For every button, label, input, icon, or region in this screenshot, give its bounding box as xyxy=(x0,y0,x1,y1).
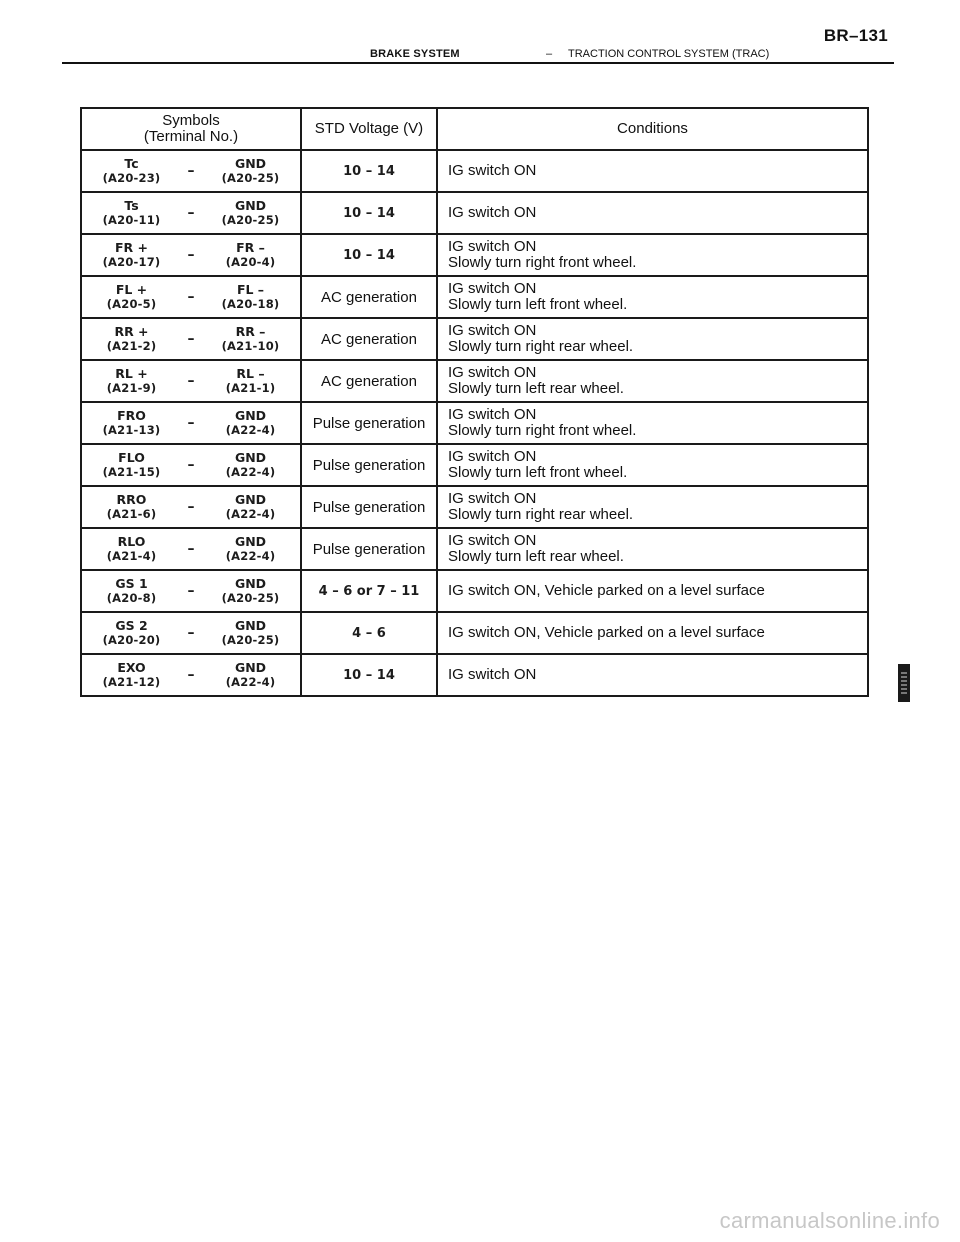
positive-terminal xyxy=(82,534,181,564)
terminal-pair xyxy=(82,576,300,606)
terminal-symbols-cell xyxy=(81,402,301,444)
terminal-symbol: FLO xyxy=(118,450,145,465)
conditions-column-header: Conditions xyxy=(437,108,868,150)
terminal-symbol: GND xyxy=(234,198,267,213)
dash-separator: – xyxy=(187,666,195,683)
dash-separator: – xyxy=(187,204,195,221)
table-row xyxy=(81,444,868,486)
terminal-pair xyxy=(82,324,300,354)
dash-separator: – xyxy=(187,582,195,599)
terminal-pair xyxy=(82,618,300,648)
positive-terminal xyxy=(82,450,181,480)
table-row xyxy=(81,612,868,654)
condition-line: IG switch ON xyxy=(448,490,537,507)
negative-terminal xyxy=(201,660,300,690)
condition-line: IG switch ON, Vehicle parked on a level surface xyxy=(448,582,765,599)
section-title: BRAKE SYSTEM xyxy=(370,48,460,60)
terminal-symbol: GND xyxy=(234,576,267,591)
table-row xyxy=(81,192,868,234)
terminal-symbol: FR + xyxy=(115,240,148,255)
condition-line: IG switch ON xyxy=(448,448,537,465)
symbols-column-header xyxy=(81,108,301,150)
table-row xyxy=(81,276,868,318)
terminal-symbols-cell xyxy=(81,444,301,486)
dash-separator: – xyxy=(187,456,195,473)
negative-terminal xyxy=(201,366,300,396)
negative-terminal xyxy=(201,198,300,228)
terminal-symbol: FL + xyxy=(115,282,148,297)
terminal-number: (A20-11) xyxy=(102,213,161,227)
terminal-symbol: EXO xyxy=(117,660,146,675)
table-row xyxy=(81,570,868,612)
terminal-number: (A22-4) xyxy=(225,549,276,563)
positive-terminal xyxy=(82,660,181,690)
terminal-symbol: RRO xyxy=(116,492,147,507)
dash-separator: – xyxy=(187,372,195,389)
positive-terminal xyxy=(82,366,181,396)
terminal-symbols-cell xyxy=(81,192,301,234)
terminal-number: (A20-25) xyxy=(221,633,280,647)
terminal-pair xyxy=(82,660,300,690)
terminal-symbol: GND xyxy=(234,534,267,549)
std-voltage-cell: AC generation xyxy=(301,276,437,318)
terminal-symbols-cell xyxy=(81,150,301,192)
table-row xyxy=(81,234,868,276)
terminal-symbol: RR + xyxy=(114,324,149,339)
terminal-number: (A21-4) xyxy=(106,549,157,563)
terminal-number: (A21-12) xyxy=(102,675,161,689)
terminal-symbols-cell xyxy=(81,234,301,276)
std-voltage-cell: Pulse generation xyxy=(301,402,437,444)
terminal-pair xyxy=(82,534,300,564)
conditions-cell xyxy=(437,150,868,192)
conditions-cell xyxy=(437,570,868,612)
std-voltage-cell: Pulse generation xyxy=(301,444,437,486)
conditions-cell xyxy=(437,276,868,318)
topic-title: TRACTION CONTROL SYSTEM (TRAC) xyxy=(568,48,770,60)
dash-separator: – xyxy=(187,288,195,305)
std-voltage-cell: 4 – 6 xyxy=(301,612,437,654)
condition-line: Slowly turn left front wheel. xyxy=(448,464,628,481)
terminal-number: (A21-10) xyxy=(221,339,280,353)
table-header-row xyxy=(81,108,868,150)
conditions-cell xyxy=(437,318,868,360)
positive-terminal xyxy=(82,408,181,438)
condition-line: Slowly turn left front wheel. xyxy=(448,296,628,313)
header-separator: – xyxy=(546,48,553,60)
terminal-pair xyxy=(82,198,300,228)
table-row xyxy=(81,150,868,192)
terminal-symbol: Tc xyxy=(124,156,139,171)
condition-line: Slowly turn right front wheel. xyxy=(448,254,637,271)
terminal-symbol: FR – xyxy=(236,240,265,255)
terminal-number: (A21-2) xyxy=(106,339,157,353)
terminal-symbol: FRO xyxy=(117,408,146,423)
page-number: BR–131 xyxy=(823,26,888,45)
dash-separator: – xyxy=(187,624,195,641)
condition-line: IG switch ON xyxy=(448,238,537,255)
terminal-pair xyxy=(82,240,300,270)
positive-terminal xyxy=(82,576,181,606)
negative-terminal xyxy=(201,534,300,564)
table-row xyxy=(81,402,868,444)
conditions-cell xyxy=(437,402,868,444)
terminal-symbols-cell xyxy=(81,360,301,402)
page-header xyxy=(62,22,894,64)
terminal-symbol: RR – xyxy=(235,324,266,339)
condition-line: IG switch ON xyxy=(448,204,537,221)
terminal-symbols-cell xyxy=(81,276,301,318)
positive-terminal xyxy=(82,618,181,648)
positive-terminal xyxy=(82,492,181,522)
dash-separator: – xyxy=(187,540,195,557)
terminal-number: (A20-20) xyxy=(102,633,161,647)
conditions-cell xyxy=(437,486,868,528)
std-voltage-cell: 10 – 14 xyxy=(301,654,437,696)
std-voltage-cell: 4 – 6 or 7 – 11 xyxy=(301,570,437,612)
condition-line: IG switch ON xyxy=(448,322,537,339)
std-voltage-cell: AC generation xyxy=(301,360,437,402)
negative-terminal xyxy=(201,156,300,186)
terminal-pair xyxy=(82,366,300,396)
terminal-symbols-cell xyxy=(81,528,301,570)
condition-line: Slowly turn right rear wheel. xyxy=(448,338,634,355)
terminal-number: (A20-25) xyxy=(221,591,280,605)
condition-line: IG switch ON xyxy=(448,280,537,297)
terminal-pair xyxy=(82,282,300,312)
terminal-symbols-cell xyxy=(81,486,301,528)
terminal-number: (A20-25) xyxy=(221,171,280,185)
condition-line: IG switch ON xyxy=(448,666,537,683)
negative-terminal xyxy=(201,576,300,606)
terminal-number: (A21-1) xyxy=(225,381,276,395)
negative-terminal xyxy=(201,618,300,648)
conditions-cell xyxy=(437,612,868,654)
terminal-symbol: FL – xyxy=(236,282,265,297)
terminal-number: (A20-25) xyxy=(221,213,280,227)
terminal-pair xyxy=(82,492,300,522)
negative-terminal xyxy=(201,282,300,312)
terminal-symbol: Ts xyxy=(124,198,139,213)
negative-terminal xyxy=(201,408,300,438)
std-voltage-cell: Pulse generation xyxy=(301,486,437,528)
terminal-number: (A22-4) xyxy=(225,675,276,689)
terminal-number: (A20-8) xyxy=(106,591,157,605)
voltage-column-header: STD Voltage (V) xyxy=(301,108,437,150)
std-voltage-cell: 10 – 14 xyxy=(301,150,437,192)
table-row xyxy=(81,360,868,402)
terminal-pair xyxy=(82,450,300,480)
condition-line: IG switch ON xyxy=(448,532,537,549)
terminal-number: (A21-9) xyxy=(106,381,157,395)
terminal-symbol: RLO xyxy=(117,534,146,549)
conditions-cell xyxy=(437,360,868,402)
table-row xyxy=(81,654,868,696)
std-voltage-cell: AC generation xyxy=(301,318,437,360)
terminal-symbol: GND xyxy=(234,156,267,171)
positive-terminal xyxy=(82,282,181,312)
terminal-symbols-cell xyxy=(81,612,301,654)
condition-line: IG switch ON xyxy=(448,364,537,381)
terminal-symbol: GS 1 xyxy=(115,576,148,591)
dash-separator: – xyxy=(187,162,195,179)
terminal-number: (A21-13) xyxy=(102,423,161,437)
positive-terminal xyxy=(82,324,181,354)
symbols-header-line1: Symbols xyxy=(162,112,220,129)
negative-terminal xyxy=(201,324,300,354)
table-row xyxy=(81,486,868,528)
dash-separator: – xyxy=(187,330,195,347)
terminal-number: (A20-17) xyxy=(102,255,161,269)
terminal-number: (A20-23) xyxy=(102,171,161,185)
terminal-symbol: GND xyxy=(234,450,267,465)
std-voltage-cell: 10 – 14 xyxy=(301,192,437,234)
terminal-number: (A21-15) xyxy=(102,465,161,479)
terminal-symbol: RL + xyxy=(115,366,148,381)
table-row xyxy=(81,318,868,360)
positive-terminal xyxy=(82,156,181,186)
terminal-symbol: GND xyxy=(234,408,267,423)
positive-terminal xyxy=(82,198,181,228)
terminal-number: (A20-4) xyxy=(225,255,276,269)
conditions-cell xyxy=(437,192,868,234)
terminal-symbol: GS 2 xyxy=(115,618,148,633)
conditions-cell xyxy=(437,234,868,276)
terminal-number: (A22-4) xyxy=(225,507,276,521)
terminal-symbol: GND xyxy=(234,492,267,507)
std-voltage-cell: 10 – 14 xyxy=(301,234,437,276)
watermark: carmanualsonline.info xyxy=(719,1208,940,1233)
terminal-symbol: GND xyxy=(234,660,267,675)
dash-separator: – xyxy=(187,498,195,515)
terminal-symbols-cell xyxy=(81,570,301,612)
positive-terminal xyxy=(82,240,181,270)
terminal-number: (A20-18) xyxy=(221,297,280,311)
terminal-symbol: GND xyxy=(234,618,267,633)
condition-line: Slowly turn right rear wheel. xyxy=(448,506,634,523)
section-tab-marker xyxy=(898,664,910,702)
terminal-pair xyxy=(82,408,300,438)
table-row xyxy=(81,528,868,570)
condition-line: Slowly turn left rear wheel. xyxy=(448,548,624,565)
terminal-symbols-cell xyxy=(81,654,301,696)
condition-line: IG switch ON xyxy=(448,162,537,179)
conditions-cell xyxy=(437,528,868,570)
negative-terminal xyxy=(201,492,300,522)
conditions-cell xyxy=(437,654,868,696)
terminal-number: (A22-4) xyxy=(225,423,276,437)
dash-separator: – xyxy=(187,414,195,431)
condition-line: IG switch ON xyxy=(448,406,537,423)
condition-line: Slowly turn left rear wheel. xyxy=(448,380,624,397)
negative-terminal xyxy=(201,450,300,480)
terminal-symbols-cell xyxy=(81,318,301,360)
terminal-number: (A21-6) xyxy=(106,507,157,521)
condition-line: Slowly turn right front wheel. xyxy=(448,422,637,439)
terminal-voltage-table xyxy=(80,107,869,697)
terminal-number: (A20-5) xyxy=(106,297,157,311)
condition-line: IG switch ON, Vehicle parked on a level surface xyxy=(448,624,765,641)
conditions-cell xyxy=(437,444,868,486)
dash-separator: – xyxy=(187,246,195,263)
terminal-number: (A22-4) xyxy=(225,465,276,479)
symbols-header-line2: (Terminal No.) xyxy=(143,128,239,145)
terminal-symbol: RL – xyxy=(236,366,265,381)
negative-terminal xyxy=(201,240,300,270)
terminal-pair xyxy=(82,156,300,186)
std-voltage-cell: Pulse generation xyxy=(301,528,437,570)
